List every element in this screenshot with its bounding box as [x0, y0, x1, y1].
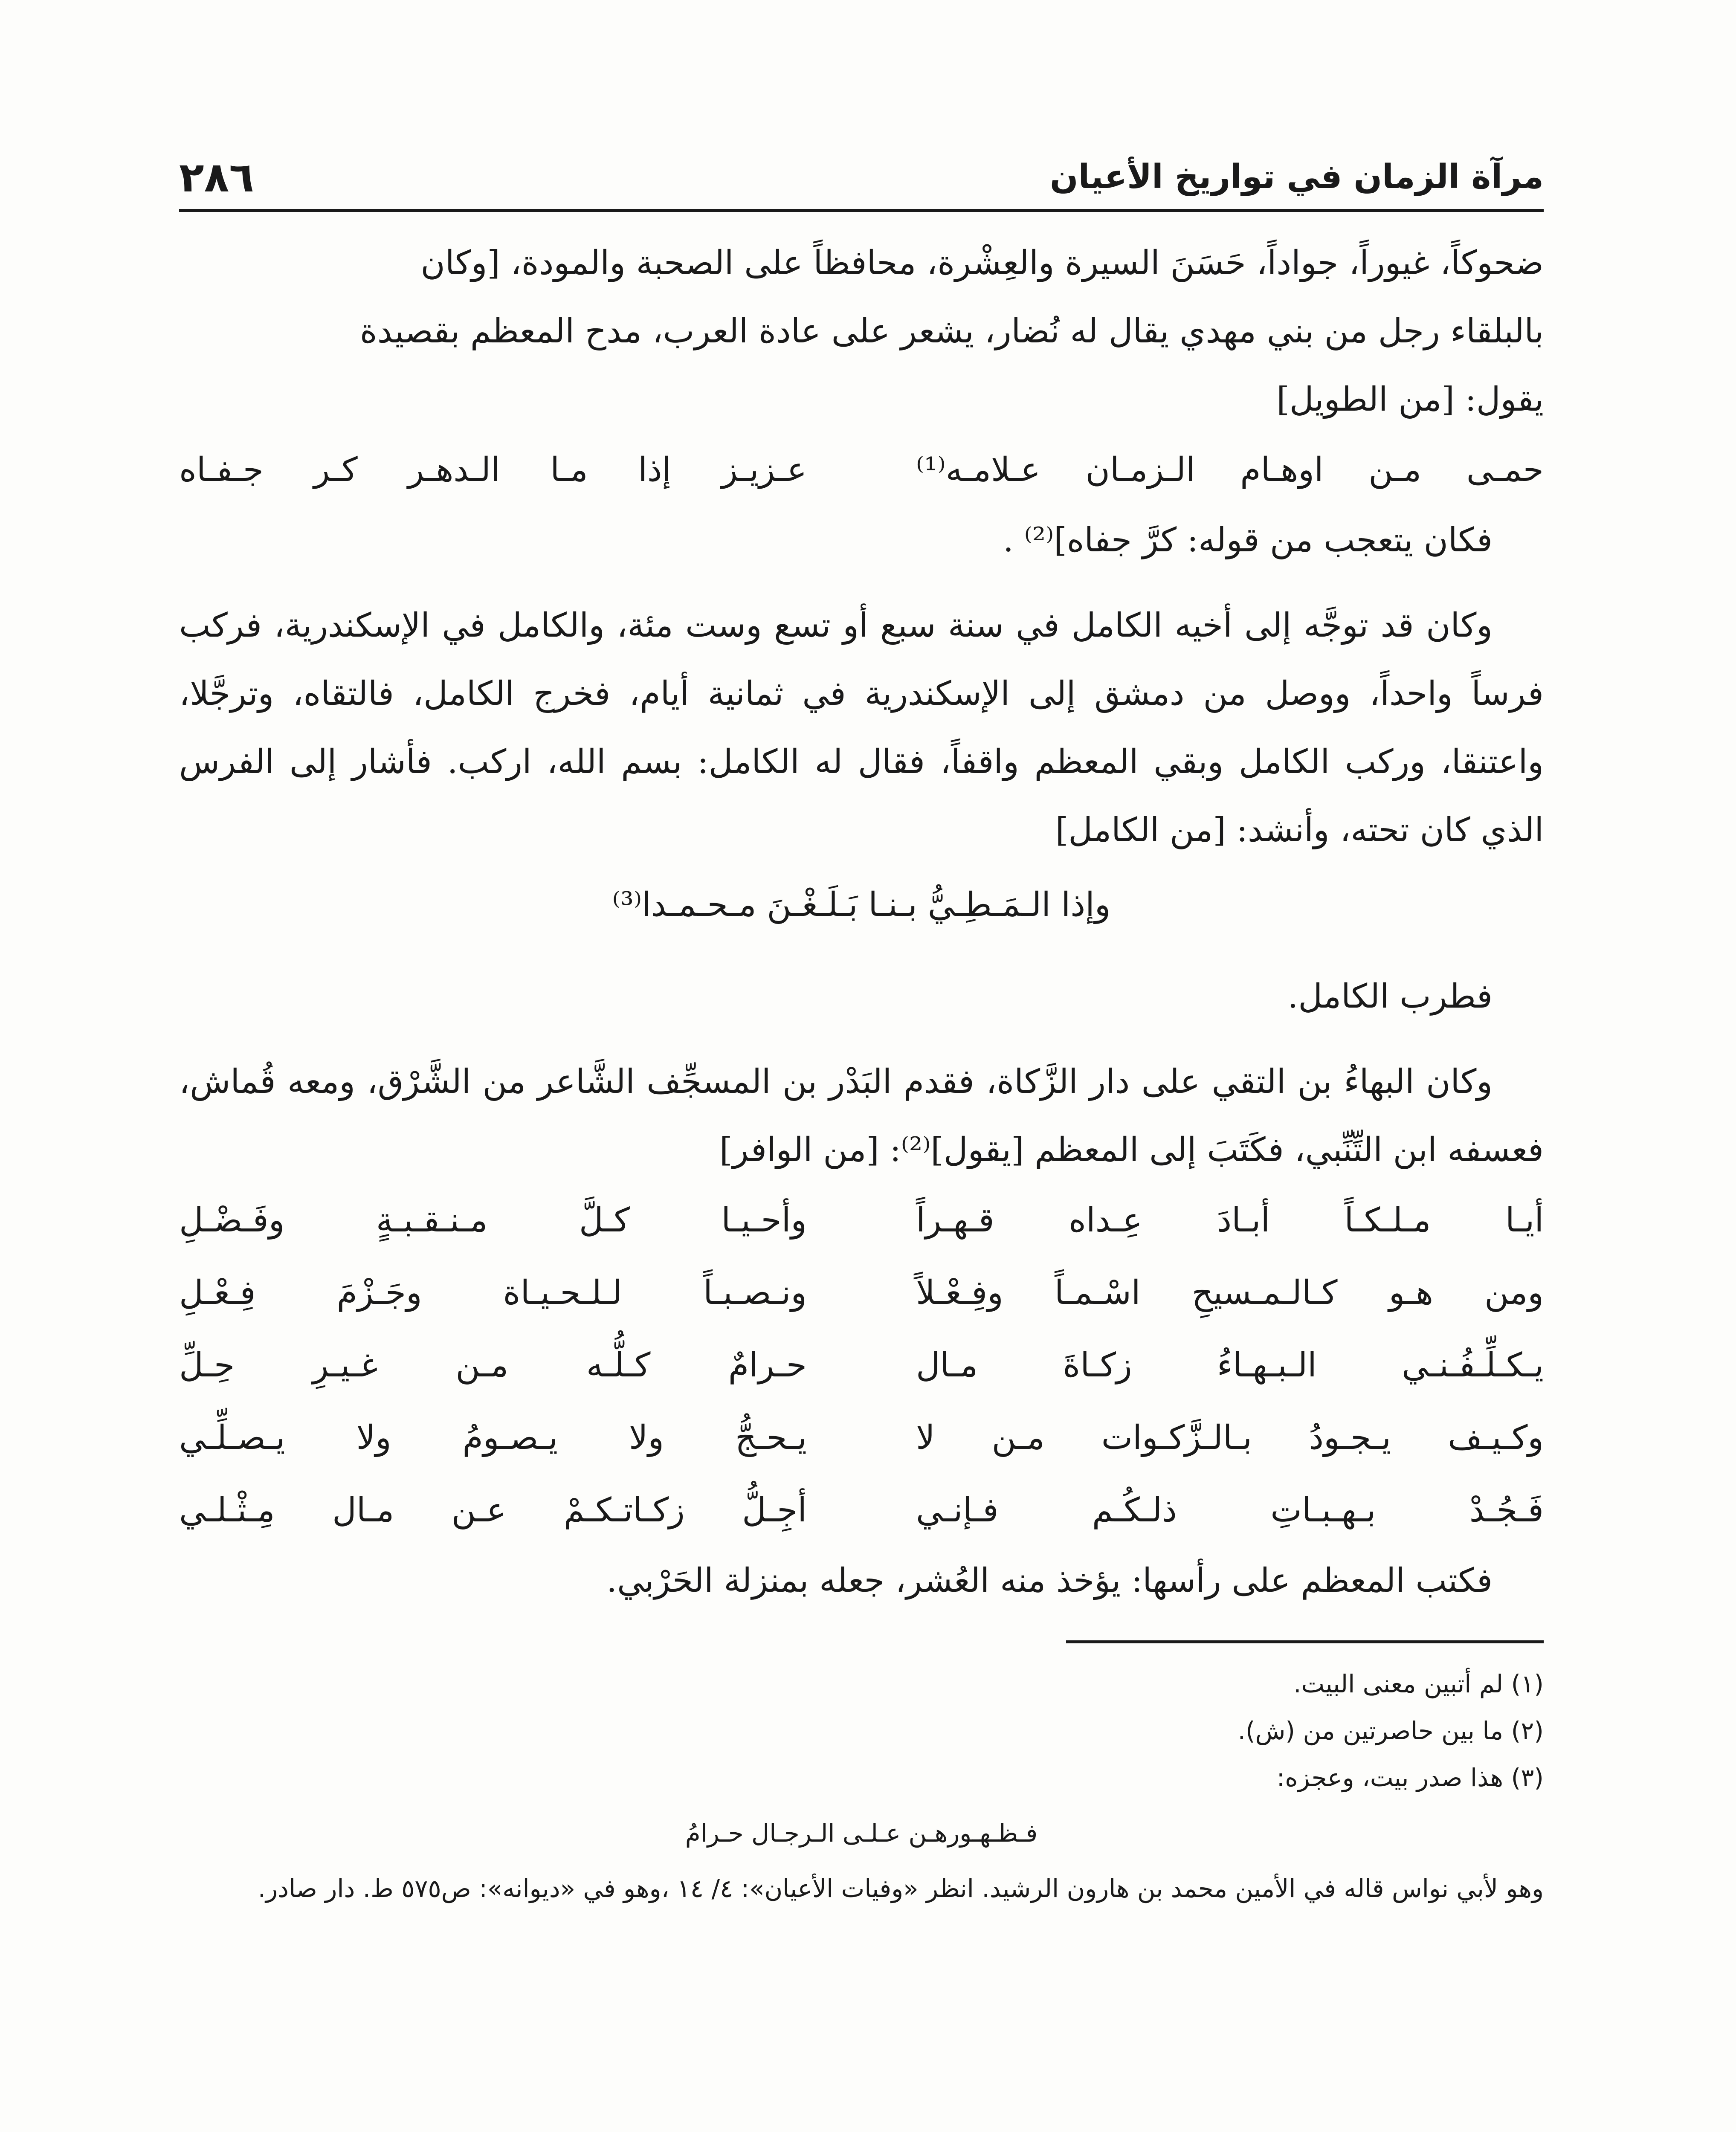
footnotes	[179, 1660, 1544, 1912]
verse-line	[179, 1402, 1544, 1474]
paragraph: فطرب الكامل.	[1287, 977, 1493, 1016]
verse-hemistich-left: وأحـيـا كـلَّ مـنـقـبـةٍ وفَـضْـلِ	[179, 1201, 807, 1240]
verse-hemistich-right: فَـجُـدْ بـهـبـاتِ ذلـكُـم فـإنـي	[916, 1491, 1544, 1529]
footnote: (١) لم أتبين معنى البيت.	[1293, 1669, 1544, 1698]
poem	[179, 1184, 1544, 1547]
verse-hemistich-left: أجِـلُّ زكـاتـكـمْ عـن مـال مِـثْـلـي	[179, 1491, 807, 1529]
verse-line: وإذا الـمَـطِـيُّ بـنـا بَـلَـغْـنَ مـحـمـدا⁽³⁾	[612, 886, 1111, 924]
paragraph: فكتب المعظم على رأسها: يؤخذ منه العُشر، جعله بمنزلة الحَرْبي.	[606, 1561, 1493, 1600]
page-number: ٢٨٦	[179, 154, 254, 201]
verse-hemistich-left: ونـصـبـاً لـلـحـيـاة وجَـزْمَ فِـعْـلِ	[179, 1274, 807, 1312]
verse-hemistich-left: عـزيـز إذا مـا الـدهـر كـر جـفـاه	[179, 451, 807, 489]
footnote-verse: فـظـهـورهـن عـلـى الـرجـال حـرامُ	[685, 1819, 1038, 1848]
paragraph: وكان البهاءُ بن التقي على دار الزَّكاة، فقدم البَدْر بن المسجِّف الشَّاعر من الشَّرْق، ومعه قُماش، فعسفه ابن التِّنِّبي، فكَتَبَ إلى المعظم [يقول]⁽²⁾: [من الوافر]	[179, 1063, 1544, 1169]
paragraph: وكان قد توجَّه إلى أخيه الكامل في سنة سبع أو تسع وست مئة، والكامل في الإسكندرية، فركب فرساً واحداً، ووصل من دمشق إلى الإسكندرية في ثمانية أيام، فخرج الكامل، فالتقاه، وترجَّلا، واعتنقا، وركب الكامل وبقي المعظم واقفاً، فقال له الكامل: بسم الله، اركب. فأشار إلى الفرس الذي كان تحته، وأنشد: [من الكامل]	[179, 606, 1544, 849]
verse-hemistich-left: يـحـجُّ ولا يـصـومُ ولا يـصـلِّـي	[179, 1419, 807, 1457]
main-text	[179, 229, 1544, 1615]
footnote-text: وهو لأبي نواس قاله في الأمين محمد بن هارون الرشيد. انظر «وفيات الأعيان»: ٤/ ١٤ ،وهو في «ديوانه»: ص٥٧٥ ط. دار صادر.	[258, 1874, 1544, 1903]
verse-hemistich-right: ومن هـو كـالـمـسيحِ اسْـمـاً وفِـعْـلاً	[916, 1274, 1544, 1312]
footnote: (٣) هذا صدر بيت، وعجزه:	[1276, 1763, 1544, 1792]
verse-hemistich-right: أيـا مـلـكـاً أبـادَ عِـداه قـهـراً	[916, 1201, 1544, 1240]
book-page	[179, 154, 1544, 2132]
paragraph-line: فكان يتعجب من قوله: كرَّ جفاه]⁽²⁾ .	[1003, 521, 1493, 559]
verse-line	[179, 1257, 1544, 1329]
paragraph-line: يقول: [من الطويل]	[1276, 380, 1544, 419]
verse-hemistich-left: حـرامٌ كـلُّـه مـن غـيـرِ حِـلِّ	[179, 1346, 807, 1385]
verse-hemistich-right: وكـيـف يـجـودُ بـالـزَّكـوات مـن لا	[916, 1419, 1544, 1457]
verse-line	[179, 1474, 1544, 1547]
verse-line	[179, 1184, 1544, 1257]
verse-line	[179, 434, 1544, 506]
running-title: مرآة الزمان في تواريخ الأعيان	[1049, 158, 1544, 196]
paragraph-line: ضحوكاً، غيوراً، جواداً، حَسَنَ السيرة والعِشْرة، محافظاً على الصحبة والمودة، [وكان	[420, 244, 1544, 282]
verse-hemistich-right: حمـى مـن اوهـام الـزمـان عـلامـه⁽¹⁾	[916, 451, 1544, 489]
paragraph-line: بالبلقاء رجل من بني مهدي يقال له نُضار، يشعر على عادة العرب، مدح المعظم بقصيدة	[359, 312, 1544, 351]
footnote: (٢) ما بين حاصرتين من (ش).	[1238, 1716, 1544, 1745]
footnote-separator	[1066, 1640, 1544, 1643]
verse-line	[179, 1329, 1544, 1402]
page-header	[179, 154, 1544, 212]
verse-hemistich-right: يـكـلِّـفُـنـي الـبـهـاءُ زكـاةَ مـال	[916, 1346, 1544, 1385]
